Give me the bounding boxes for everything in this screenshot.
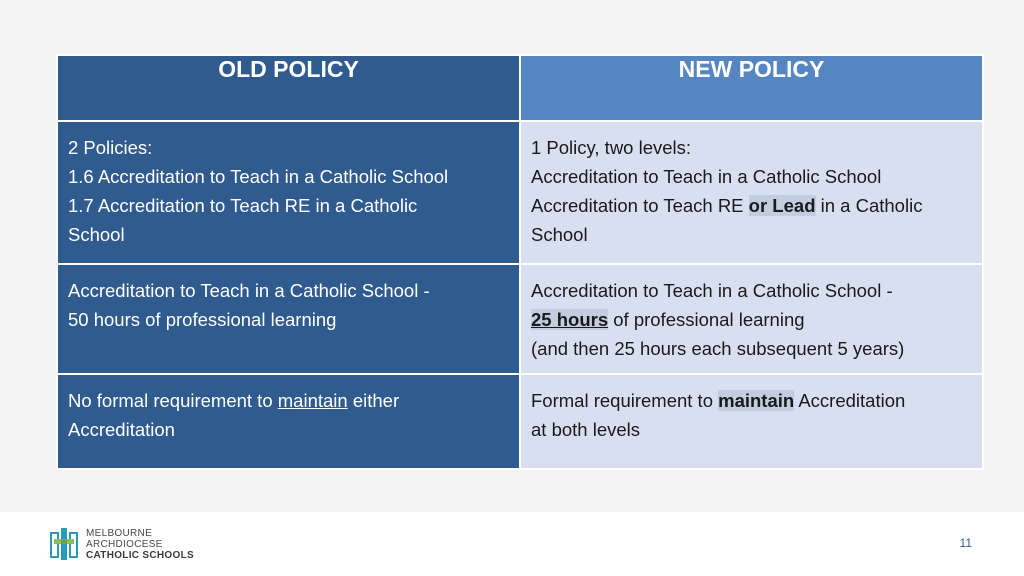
logo-wordmark <box>86 528 194 561</box>
highlighted-text: or Lead <box>748 195 816 216</box>
new-policy-cell <box>520 264 983 374</box>
table-header-row <box>57 55 983 121</box>
cell-text: 1 Policy, two levels: <box>531 137 692 158</box>
old-policy-cell <box>57 374 520 469</box>
old-policy-cell <box>57 121 520 264</box>
highlighted-text: maintain <box>718 390 795 411</box>
cell-text: Accreditation <box>794 390 906 411</box>
cell-text: of professional learning <box>608 309 805 330</box>
cell-text-mixed <box>531 386 972 415</box>
policy-comparison-table <box>56 54 984 470</box>
cell-text: Formal requirement to <box>531 390 719 411</box>
cell-text: 2 Policies: <box>68 137 153 158</box>
page-number: 11 <box>959 536 972 550</box>
cell-text: Accreditation to Teach RE <box>531 195 749 216</box>
cell-text: (and then 25 hours each subsequent 5 years) <box>531 338 905 359</box>
cell-text: Accreditation <box>68 419 175 440</box>
cell-text: Accreditation to Teach in a Catholic School - <box>531 280 893 301</box>
cell-text: Accreditation to Teach in a Catholic School <box>531 166 882 187</box>
cell-text-mixed <box>68 386 509 415</box>
cell-text-mixed <box>531 305 972 334</box>
meca-logo <box>50 527 194 561</box>
cell-text: School <box>531 224 588 245</box>
cell-text: in a Catholic <box>815 195 923 216</box>
highlighted-text: 25 hours <box>531 309 609 330</box>
underlined-text: maintain <box>277 390 348 411</box>
new-policy-cell <box>520 121 983 264</box>
cell-text-mixed <box>531 191 972 220</box>
logo-line: ARCHDIOCESE <box>86 538 163 550</box>
table-row <box>57 121 983 264</box>
cell-text: either <box>347 390 400 411</box>
logo-line: MELBOURNE <box>86 527 153 539</box>
table-row <box>57 374 983 469</box>
cell-text: No formal requirement to <box>68 390 278 411</box>
cell-text: 50 hours of professional learning <box>68 309 337 330</box>
new-policy-header: NEW POLICY <box>520 55 983 121</box>
table-row <box>57 264 983 374</box>
cell-text: 1.7 Accreditation to Teach RE in a Catholic <box>68 195 418 216</box>
cell-text: School <box>68 224 125 245</box>
cell-text: 1.6 Accreditation to Teach in a Catholic School <box>68 166 449 187</box>
cell-text: at both levels <box>531 419 641 440</box>
cell-text: Accreditation to Teach in a Catholic School - <box>68 280 430 301</box>
logo-line: CATHOLIC SCHOOLS <box>86 549 194 561</box>
cross-logo-icon <box>50 527 78 561</box>
new-policy-cell <box>520 374 983 469</box>
old-policy-cell <box>57 264 520 374</box>
old-policy-header: OLD POLICY <box>57 55 520 121</box>
